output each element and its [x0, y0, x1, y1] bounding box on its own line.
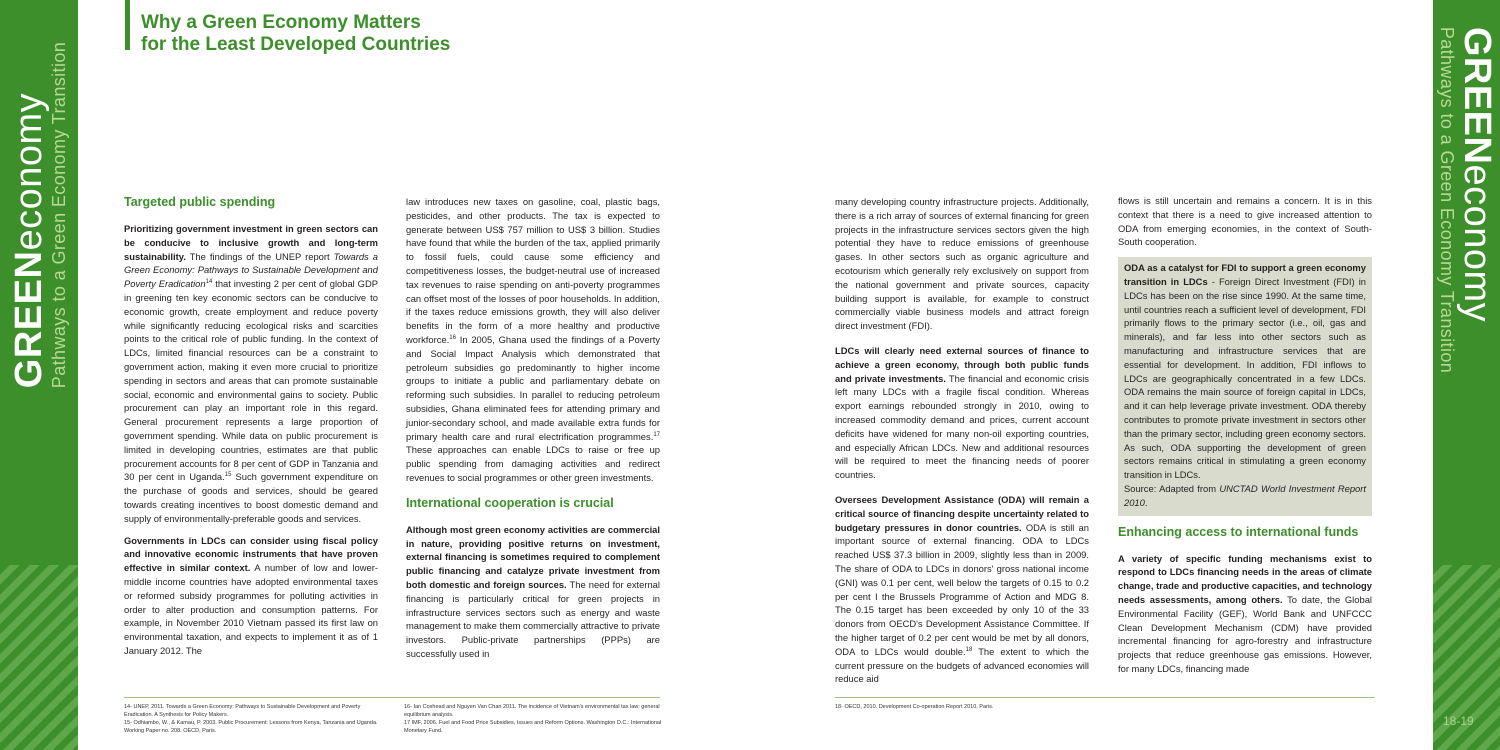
logo-green-word: GREEN: [1456, 26, 1498, 165]
footnote-ref: 16: [449, 334, 456, 341]
logo-economy-word: economy: [8, 92, 50, 251]
page-title-line2: for the Least Developed Countries: [141, 34, 451, 55]
paragraph: [124, 534, 378, 658]
footnote-14: 14- UNEP, 2011. Towards a Green Economy: Pathways to Sustainable Development and Poverty Eradication. A Synthesis for Policy Makers.: [124, 704, 361, 718]
page-title: [141, 12, 450, 56]
footnote-ref: 14: [205, 279, 213, 286]
title-accent-bar: [125, 0, 130, 50]
paragraph: [406, 195, 660, 485]
text-run: that investing 2 per cent of global GDP in greening ten key economic sectors can be conducive to economic growth, create employment and reduce poverty while significantly reducing ecological risks and scarcities points to the critical role of public funding. In the context of LDCs, limited financial resources can be a constraint to government action, making it even more crucial to prioritize spending in sectors and areas that can promote sustainable social, economic and environmental gains to society. Public procurement can play an important role in this regard. General procurement represents a large proportion of government spending. While data on public procurement is limited in developing countries, estimates are that public procurement accounts for 8 per cent of GDP in Tanzania and 30 per cent in Uganda.: [124, 278, 378, 483]
bold-lead: Oversees Development Assistance (ODA) will remain a critical source of financing despite uncertainty related to budgetary pressures in donor countries.: [835, 493, 1089, 533]
footnote-17: 17 IMF, 2006. Fuel and Food Price Subsidies, Issues and Reform Options. Washington D.C.: International Monetary Fund.: [404, 720, 662, 734]
page-title-line1: Why a Green Economy Matters: [141, 12, 421, 33]
paragraph: [406, 523, 660, 661]
text-run: The findings of the UNEP report: [185, 250, 334, 262]
text-run: ODA is still an important source of external financing. ODA to LDCs reached US$ 37.3 billion in 2009, slightly less than in 2009. The share of ODA to LDCs in donors' gross national income (GNI) was 0.1 per cent, well below the targets of 0.15 to 0.2 per cent I the Brussels Programme of Action and MDG 8. The 0.15 target has been exceeded by only 10 of the 33 donors from OECD's Development Assistance Committee. If the higher target of 0.2 per cent would be met by all donors, ODA to LDCs would double.: [835, 521, 1089, 657]
italic-title: Towards a Green Economy: Pathways to Sustainable Development and Poverty Eradication: [124, 250, 379, 290]
bold-lead: Prioritizing government investment in green sectors can be conducive to inclusive growth and long-term sustainability.: [124, 223, 378, 262]
section-heading: Enhancing access to international funds: [1118, 524, 1359, 539]
text-run: A number of low and lower-middle income countries have adopted environmental taxes or reformed subsidy programmes for polluting activities in order to alter production and consumption patterns. For example, in November 2010 Vietnam passed its first law on environmental taxation, and expects to implement it as of 1 January 2012. The: [124, 562, 378, 656]
left-green-economy-logo: [9, 42, 69, 388]
logo-tagline: Pathways to a Green Economy Transition: [1437, 26, 1457, 374]
paragraph: [1118, 552, 1372, 676]
left-stripe-pattern: [0, 565, 78, 750]
bold-lead: LDCs will clearly need external sources of finance to achieve a green economy, through both public funds and private investments.: [835, 344, 1089, 384]
logo-green-word: GREEN: [8, 250, 50, 389]
text-run: Such government expenditure on the purchase of goods and services, should be geared towards creating incentives to boost domestic demand and supply of environmentally-preferable goods and services.: [124, 471, 379, 524]
footnote-18: 18- OECD, 2010. Development Co-operation Report 2010, Paris.: [835, 704, 994, 710]
text-run: These approaches can enable LDCs to raise or free up public spending from damaging activities and redirect revenues to social programmes or other green investments.: [406, 444, 660, 483]
footnote-divider-left: [124, 697, 660, 698]
text-column-2: [406, 195, 660, 669]
italic-title: UNCTAD World Investment Report 2010: [1124, 482, 1366, 508]
footnotes-col3: [835, 703, 1095, 711]
right-decorative-band: [1433, 0, 1500, 750]
text-column-1: [124, 194, 378, 666]
logo-economy-word: economy: [1456, 164, 1498, 323]
footnote-16: 16- Ian Coxhead and Nguyen Van Chan 2011. The incidence of Vietnam's environmental tax law: general equilibrium analysis.: [404, 704, 660, 718]
footnote-divider-right: [835, 697, 1375, 698]
paragraph: [835, 493, 1089, 686]
paragraph: [124, 222, 378, 526]
text-run: .: [1144, 496, 1148, 508]
text-run: - Foreign Direct Investment (FDI) in LDCs has been on the rise since 1990. At the same time, until countries reach a sufficient level of development, FDI primarily flows to the primary sector (i.e., oil, gas and minerals), and far less into other sectors such as manufacturing and infrastructure services that are essential for development. In addition, FDI inflows to LDCs are geographically concentrated in a few LDCs. ODA remains the main source of foreign capital in LDCs, and it can help leverage private investment. ODA thereby contributes to promote private investment in sectors other than the primary sector, including green economy sectors. As such, ODA supporting the development of green sectors remains critical in stimulating a green economy transition in LDCs.: [1124, 275, 1366, 481]
logo-tagline: Pathways to a Green Economy Transition: [49, 41, 69, 389]
text-column-3: [835, 195, 1089, 694]
paragraph: many developing country infrastructure projects. Additionally, there is a rich array of sources of external financing for green projects in the infrastructure services sectors given the high potential they have to reduce emissions of greenhouse gases. In other sectors such as organic agriculture and ecotourism which generally rely exclusively on support from the national government and private sources, capacity building support is available, for example to construct commercially viable business models and attract foreign direct investment (FDI).: [835, 196, 1089, 332]
bold-lead: Governments in LDCs can consider using fiscal policy and innovative economic instruments that have proven effective in similar context.: [124, 534, 378, 574]
page-numbers: 18-19: [1443, 714, 1474, 728]
paragraph: flows is still uncertain and remains a concern. It is in this context that there is a need to give increased attention to ODA from emerging economies, in the context of South-South cooperation.: [1118, 195, 1372, 248]
footnote-15: 15- Odhiambo, W., & Kamau, P. 2003. Public Procurement: Lessons from Kenya, Tanzania and Uganda. Working Paper no. 208. OECD, Paris.: [124, 720, 378, 734]
highlight-box: [1118, 257, 1372, 515]
text-run: In 2005, Ghana used the findings of a Poverty and Social Impact Analysis which demonstrated that petroleum subsidies go predominantly to higher income groups to initiate a public and parliamentary debate on reforming such subsidies. In parallel to reducing petroleum subsidies, Ghana eliminated fees for attending primary and junior-secondary school, and made available extra funds for primary health care and rural electrification programmes.: [406, 333, 660, 442]
section-heading: International cooperation is crucial: [406, 495, 614, 510]
right-green-economy-logo: [1437, 27, 1497, 373]
text-run: To date, the Global Environmental Facility (GEF), World Bank and UNFCCC Clean Development Mechanism (CDM) have provided incremental financing for agro-forestry and infrastructure projects that reduce greenhouse gas emissions. However, for many LDCs, financing made: [1118, 593, 1372, 674]
footnotes-col1: [124, 703, 384, 735]
footnotes-col2: [404, 703, 664, 735]
text-run: Source: Adapted from: [1124, 482, 1220, 494]
footnote-ref: 15: [224, 472, 232, 479]
box-paragraph: [1124, 261, 1366, 482]
text-run: The extent to which the current pressure on the budgets of advanced economies will reduce aid: [835, 645, 1089, 685]
bold-lead: Although most green economy activities are commercial in nature, providing positive returns on investment, external financing is sometimes required to complement public financing and catalyze private investment from both domestic and foreign sources.: [406, 523, 660, 590]
text-run: law introduces new taxes on gasoline, coal, plastic bags, pesticides, and other products. The tax is expected to generate between US$ 757 million to US$ 3 billion. Studies have found that while the burden of the tax, applied primarily to fossil fuels, could cause some efficiency and competitiveness losses, the budget-neutral use of increased tax revenues to raise spending on anti-poverty programmes can offset most of the losses of poor households. In addition, if the taxes reduce emissions growth, they will also deliver benefits in the form of a more healthy and productive workforce.: [406, 196, 660, 345]
bold-lead: A variety of specific funding mechanisms exist to respond to LDCs financing needs in the areas of climate change, trade and productive capacities, and technology needs assessments, among others.: [1118, 552, 1372, 605]
bold-lead: ODA as a catalyst for FDI to support a green economy transition in LDCs: [1124, 262, 1366, 287]
text-run: The need for external financing is particularly critical for green projects in infrastructure services sectors such as energy and waste management to make them commercially attractive to private investors. Public-private partnerships (PPPs) are successfully used in: [406, 578, 660, 659]
left-decorative-band: [0, 0, 78, 750]
section-heading: Targeted public spending: [124, 195, 276, 209]
box-source: [1124, 482, 1366, 510]
text-run: The financial and economic crisis left many LDCs with a fragile fiscal condition. Whereas export earnings rebounded strongly in 2010, owing to increased commodity demand and prices, current account deficits have widened for many non-oil exporting countries, and especially African LDCs. New and additional resources will be required to meet the financing needs of poorer countries.: [835, 372, 1089, 481]
footnote-ref: 17: [653, 431, 660, 438]
footnote-ref: 18: [965, 646, 973, 653]
paragraph: [835, 344, 1089, 482]
text-column-4: [1118, 194, 1372, 684]
